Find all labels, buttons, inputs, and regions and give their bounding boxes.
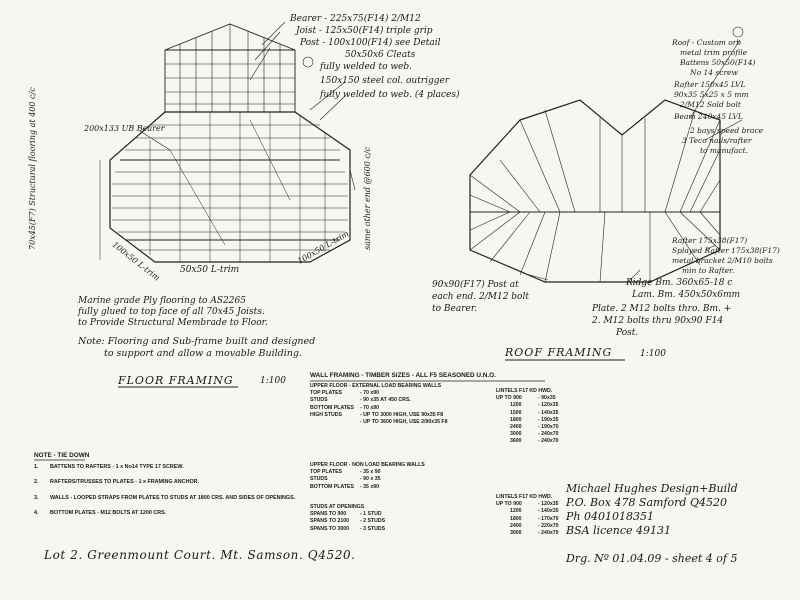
list-item-number: 4. xyxy=(34,510,39,517)
table-cell-value: - 190x70 xyxy=(538,424,559,431)
table-row xyxy=(310,476,425,483)
table-row xyxy=(310,419,447,426)
list-item-text: RAFTERS/TRUSSES TO PLATES - 1 x FRAMING ANCHOR. xyxy=(50,479,200,486)
floor-annotation-welded-web: fully welded to web. (4 places) xyxy=(320,90,460,100)
table-cell-label: STUDS xyxy=(310,476,328,483)
table-cell-value: - 90x35 xyxy=(538,395,556,402)
roof-annotation: 2 bays speed brace xyxy=(690,126,764,135)
table-cell-value: - 140x35 xyxy=(538,508,559,515)
upper-nonload-table xyxy=(310,462,425,491)
roof-annotation: 3 Teco nails/rafter xyxy=(682,136,752,145)
table-cell-value: - 170x70 xyxy=(538,515,559,522)
table-heading: UPPER FLOOR - NON LOAD BEARING WALLS xyxy=(310,462,425,468)
table-cell-label: HIGH STUDS xyxy=(310,411,342,418)
table-row xyxy=(496,523,558,530)
roof-annotation-bolts: 2. M12 bolts thru 90x90 F14 xyxy=(592,316,724,326)
table-cell-label: 1200 xyxy=(510,508,522,515)
roof-annotation: metal trim profile xyxy=(680,48,748,57)
floor-annotation-outrigger: 150x150 steel col. outrigger xyxy=(320,76,450,86)
table-cell-label: 3000 xyxy=(510,530,522,537)
lintels-table-2 xyxy=(496,494,558,537)
table-cell-label: 1500 xyxy=(510,409,522,416)
ply-note-line: Marine grade Ply flooring to AS2265 xyxy=(78,296,246,306)
table-row xyxy=(496,530,558,537)
floor-annotation-structural-flooring: 70x45(F7) Structural flooring at 400 c/c xyxy=(28,87,37,250)
table-cell-label: 2400 xyxy=(510,522,522,529)
roof-annotation: metal bracket 2/M10 bolts xyxy=(672,256,773,265)
table-row xyxy=(496,395,558,402)
roof-annotation: 90x35 5x25 x 5 mm xyxy=(674,90,749,99)
list-item-text: BATTENS TO RAFTERS - 1 x No14 TYPE 17 SCREW. xyxy=(50,464,184,470)
roof-annotation-end-post: each end. 2/M12 bolt xyxy=(432,292,529,302)
table-cell-value: - 240x70 xyxy=(538,438,559,445)
table-cell-label: 3600 xyxy=(510,438,522,445)
table-cell-value: - 90 x35 AT 450 CRS. xyxy=(360,397,411,404)
designer-line: P.O. Box 478 Samford Q4520 xyxy=(566,496,727,509)
floor-framing-title: FLOOR FRAMING xyxy=(118,374,234,387)
table-row xyxy=(310,390,447,397)
table-cell-label: 1800 xyxy=(510,416,522,423)
table-row xyxy=(496,424,558,431)
table-row xyxy=(496,410,558,417)
table-cell-value: - 140x35 xyxy=(538,409,559,416)
roof-annotation: Rafter 175x38(F17) xyxy=(672,236,748,245)
roof-annotation: 2/M12 Sold bolt xyxy=(680,100,741,109)
movable-note-line: to support and allow a movable Building. xyxy=(104,348,303,359)
tie-down-heading: NOTE - TIE DOWN xyxy=(34,452,90,459)
ply-note-line: to Provide Structural Membrade to Floor. xyxy=(78,318,268,328)
roof-annotation: Battens 50x50(F14) xyxy=(680,58,756,67)
floor-annotation-ltrim-right: 100x50 L-trim xyxy=(296,229,351,266)
site-address: Lot 2. Greenmount Court. Mt. Samson. Q4520. xyxy=(44,548,356,562)
roof-framing-scale: 1:100 xyxy=(640,349,666,359)
table-cell-label: BOTTOM PLATES xyxy=(310,483,354,490)
upper-external-table xyxy=(310,383,447,426)
drawing-number: Drg. Nº 01.04.09 - sheet 4 of 5 xyxy=(566,552,738,565)
list-item-number: 3. xyxy=(34,494,39,501)
roof-annotation-post: Post. xyxy=(616,328,639,338)
lintels-table-1 xyxy=(496,388,558,446)
roof-annotation-plate: Plate. 2 M12 bolts thro. Bm. + xyxy=(592,304,732,314)
floor-framing-scale: 1:100 xyxy=(260,376,286,386)
table-cell-value: - 70 x90 xyxy=(360,390,380,397)
list-item-number: 2. xyxy=(34,479,39,486)
tie-down-list xyxy=(34,465,295,527)
roof-annotation: to manufact. xyxy=(700,146,749,155)
ply-note xyxy=(78,296,268,329)
roof-annotation: Roof - Custom orb xyxy=(672,38,742,47)
roof-annotation: No 14 screw xyxy=(690,68,738,77)
table-row xyxy=(496,516,558,523)
designer-line: Michael Hughes Design+Build xyxy=(566,482,738,495)
designer-line: Ph 0401018351 xyxy=(566,510,654,523)
table-row xyxy=(310,511,385,518)
floor-annotation-other-end: same other end @600 c/c xyxy=(363,146,372,250)
roof-annotation: min to Rafter. xyxy=(682,266,735,275)
table-heading: STUDS AT OPENINGS xyxy=(310,504,365,510)
table-row xyxy=(496,508,558,515)
floor-annotation-welded: fully welded to web. xyxy=(320,62,412,72)
table-heading: LINTELS F17 KD HWD. xyxy=(496,388,553,394)
movable-note-line: Note: Flooring and Sub-frame built and designed xyxy=(78,336,316,347)
table-cell-label: TOP PLATES xyxy=(310,390,342,397)
roof-annotation-end-post: 90x90(F17) Post at xyxy=(432,280,519,290)
floor-annotation-ltrim-left: 100x50 L-trim xyxy=(110,240,162,283)
floor-joists xyxy=(112,112,348,262)
table-cell-value: - 2 STUDS xyxy=(360,518,386,525)
table-cell-label: 1200 xyxy=(510,402,522,409)
floor-annotation-bearer: Bearer - 225x75(F14) 2/M12 xyxy=(290,14,421,24)
table-cell-label: BOTTOM PLATES xyxy=(310,404,354,411)
table-row xyxy=(310,412,447,419)
table-cell-value: - 240x70 xyxy=(538,431,559,438)
floor-annotation-joist: Joist - 125x50(F14) triple grip xyxy=(296,26,433,36)
roof-annotation-ridge: Ridge Bm. 360x65-18 c xyxy=(626,278,733,288)
floor-annotation-cleats: 50x50x6 Cleats xyxy=(345,50,416,60)
list-item xyxy=(34,465,295,470)
table-row xyxy=(496,438,558,445)
table-heading: LINTELS F17 KD HWD. xyxy=(496,494,553,500)
movable-building-note xyxy=(78,336,315,360)
table-cell-label: SPANS TO 2100 xyxy=(310,518,350,525)
table-cell-value: - UP TO 3600 HIGH, USE 2/90x35 F8 xyxy=(360,419,448,426)
table-row xyxy=(310,518,385,525)
table-cell-label: STUDS xyxy=(310,397,328,404)
table-row xyxy=(310,484,425,491)
table-cell-value: - 35 x 90 xyxy=(360,469,381,476)
roof-annotation: Rafter 150x45 LVL xyxy=(674,80,746,89)
table-row xyxy=(310,469,425,476)
table-cell-value: - 240x70 xyxy=(538,530,559,537)
table-cell-label: 1800 xyxy=(510,515,522,522)
table-cell-label: SPANS TO 3000 xyxy=(310,525,350,532)
studs-openings-table xyxy=(310,504,385,533)
table-cell-label: TOP PLATES xyxy=(310,469,342,476)
table-cell-value: - 120x35 xyxy=(538,402,559,409)
table-row xyxy=(496,501,558,508)
roof-annotation: Splayed Rafter 175x38(F17) xyxy=(672,246,780,255)
list-item xyxy=(34,496,295,501)
table-cell-label: 2400 xyxy=(510,424,522,431)
table-row xyxy=(310,526,385,533)
roof-annotation-lam-beam: Lam. Bm. 450x50x6mm xyxy=(632,290,741,300)
list-item xyxy=(34,480,295,485)
table-cell-value: - 120x35 xyxy=(538,501,559,508)
table-cell-label xyxy=(310,419,360,426)
table-row xyxy=(496,431,558,438)
table-cell-value: - 35 x90 xyxy=(360,483,380,490)
floor-annotation-post: Post - 100x100(F14) see Detail xyxy=(300,38,441,48)
table-row xyxy=(310,397,447,404)
table-cell-value: - 1 STUD xyxy=(360,511,382,518)
roof-annotation-end-post: to Bearer. xyxy=(432,304,478,314)
list-item-number: 1. xyxy=(34,464,39,470)
list-item xyxy=(34,511,295,516)
table-heading: UPPER FLOOR - EXTERNAL LOAD BEARING WALLS xyxy=(310,383,442,389)
wall-framing-heading: WALL FRAMING - TIMBER SIZES - ALL F5 SEASONED U.N.O. xyxy=(310,372,496,379)
table-cell-label: UP TO 900 xyxy=(496,501,522,508)
floor-annotation-ltrim-bottom: 50x50 L-trim xyxy=(180,265,240,275)
table-cell-value: - 90 x 35 xyxy=(360,476,381,483)
roof-framing-title: ROOF FRAMING xyxy=(505,346,613,359)
table-cell-value: - 3 STUDS xyxy=(360,525,386,532)
designer-block xyxy=(566,482,738,538)
table-row xyxy=(496,402,558,409)
table-cell-label: 3000 xyxy=(510,431,522,438)
table-row xyxy=(496,417,558,424)
ply-note-line: fully glued to top face of all 70x45 Joists. xyxy=(78,307,265,317)
floor-annotation-ub-bearer: 200x133 UB Bearer xyxy=(84,124,165,133)
table-row xyxy=(310,405,447,412)
list-item-text: BOTTOM PLATES - M12 BOLTS AT 1200 CRS. xyxy=(50,510,167,517)
roof-annotation: Beam 240x45 LVL xyxy=(674,112,743,121)
table-cell-value: - 190x35 xyxy=(538,416,559,423)
list-item-text: WALLS - LOOPED STRAPS FROM PLATES TO STUDS AT 1800 CRS. AND SIDES OF OPENINGS. xyxy=(50,494,296,501)
table-cell-value: - 220x70 xyxy=(538,522,559,529)
designer-line: BSA licence 49131 xyxy=(566,524,672,537)
table-cell-label: UP TO 900 xyxy=(496,395,522,402)
table-cell-label: SPANS TO 900 xyxy=(310,511,347,518)
table-cell-value: - UP TO 3000 HIGH, USE 90x35 F8 xyxy=(360,411,444,418)
table-cell-value: - 70 x90 xyxy=(360,404,380,411)
